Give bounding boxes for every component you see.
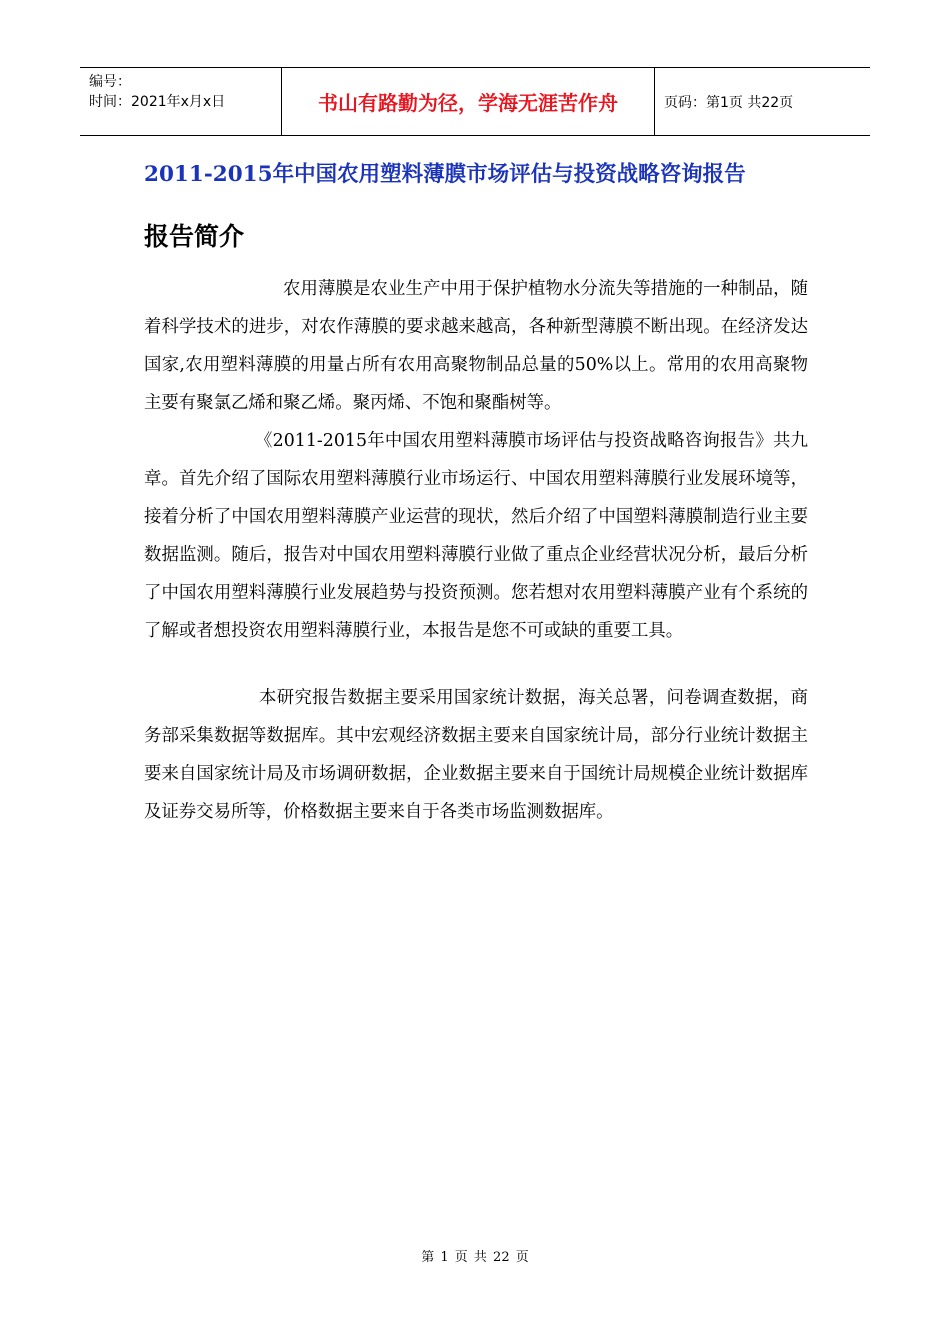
document-header (80, 67, 870, 136)
document-title: 2011-2015年中国农用塑料薄膜市场评估与投资战略咨询报告 (144, 162, 746, 187)
paragraph-text: 农用薄膜是农业生产中用于保护植物水分流失等措施的一种制品，随着科学技术的进步，对农作薄膜的要求越来越高，各种新型薄膜不断出现。在经济发达国家,农用塑料薄膜的用量占所有农用高聚物制品总量的50%以上。常用的农用高聚物主要有聚氯乙烯和聚乙烯。聚丙烯、不饱和聚酯树等。 (144, 279, 808, 413)
header-motto: 书山有路勤为径，学海无涯苦作舟 (281, 68, 655, 135)
page-footer: 第 1 页 共 22 页 (421, 1250, 529, 1265)
section-heading: 报告简介 (144, 222, 245, 251)
paragraph-data-sources (144, 679, 808, 831)
paragraph-report-overview (144, 422, 808, 650)
paragraph-text: 《2011-2015年中国农用塑料薄膜市场评估与投资战略咨询报告》共九章。首先介绍了国际农用塑料薄膜行业市场运行、中国农用塑料薄膜行业发展环境等，接着分析了中国农用塑料薄膜产业运营的现状，然后介绍了中国塑料薄膜制造行业主要数据监测。随后，报告对中国农用塑料薄膜行业做了重点企业经营状况分析，最后分析了中国农用塑料薄膜行业发展趋势与投资预测。您若想对农用塑料薄膜产业有个系统的了解或者想投资农用塑料薄膜行业，本报告是您不可或缺的重要工具。 (144, 431, 808, 641)
header-meta-cell (80, 68, 281, 135)
document-time-label: 时间：2021年x月x日 (89, 94, 226, 110)
paragraph-text: 本研究报告数据主要采用国家统计数据，海关总署，问卷调查数据，商务部采集数据等数据库。其中宏观经济数据主要来自国家统计局，部分行业统计数据主要来自国家统计局及市场调研数据，企业数据主要来自于国统计局规模企业统计数据库及证券交易所等，价格数据主要来自于各类市场监测数据库。 (144, 688, 808, 822)
document-number-label: 编号： (89, 74, 131, 90)
header-page-info: 页码：第1页 共22页 (664, 94, 794, 111)
paragraph-intro (144, 270, 808, 422)
